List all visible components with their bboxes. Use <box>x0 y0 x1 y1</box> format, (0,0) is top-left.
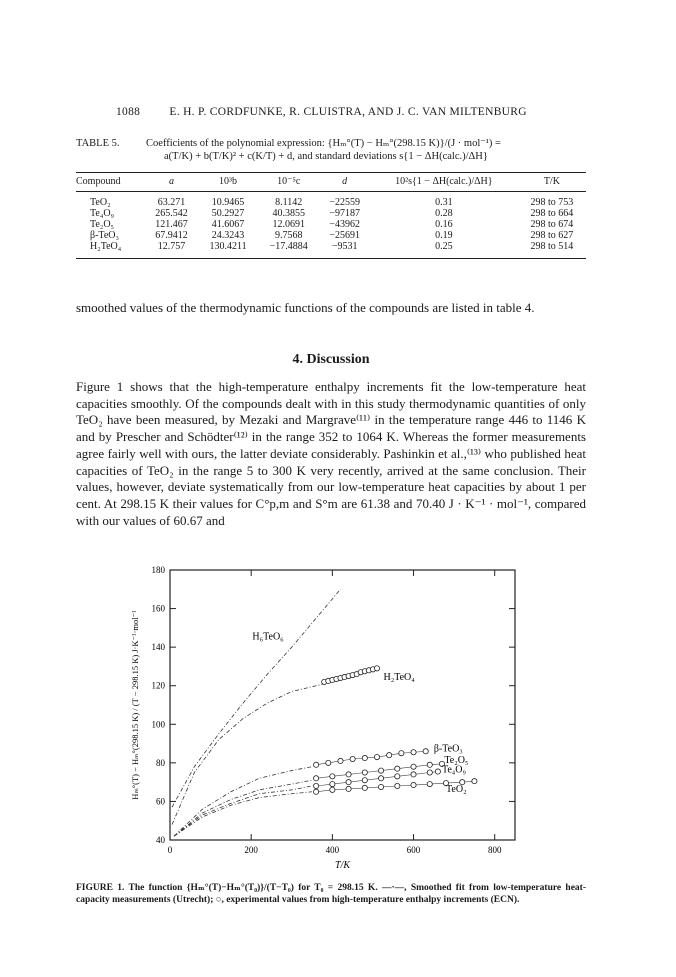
cell: 0.28 <box>435 208 453 219</box>
x-tick-label: 600 <box>406 845 421 855</box>
col-b: 10³b <box>198 173 258 192</box>
y-tick-label: 80 <box>156 757 165 768</box>
y-tick-label: 180 <box>151 565 165 575</box>
data-point <box>346 786 351 791</box>
cell: TeO₂ <box>90 197 111 208</box>
x-tick-label: 400 <box>325 845 340 855</box>
data-point <box>362 755 367 760</box>
data-point <box>374 754 379 759</box>
cell: 298 to 514 <box>518 241 586 259</box>
series-fit-line <box>174 767 312 836</box>
data-point <box>378 784 383 789</box>
paragraph-table-reference: smoothed values of the thermodynamic functions of the compounds are listed in table 4. <box>76 300 535 315</box>
data-point <box>374 666 379 671</box>
data-point <box>427 762 432 767</box>
data-point <box>423 749 428 754</box>
table-row <box>76 192 586 209</box>
data-point <box>346 780 351 785</box>
data-point <box>338 758 343 763</box>
cell: 8.1142 <box>275 197 303 208</box>
data-point <box>362 778 367 783</box>
data-point <box>378 768 383 773</box>
data-point <box>330 781 335 786</box>
cell: 298 to 627 <box>530 230 574 241</box>
col-s: 10²s{1 − ΔH(calc.)/ΔH} <box>370 173 518 192</box>
col-compound: Compound <box>76 173 145 192</box>
series-fit-line <box>172 589 340 807</box>
x-axis-label: T/K <box>334 860 351 871</box>
col-c: 10⁻⁵c <box>258 173 319 192</box>
series-fit-line <box>174 780 312 836</box>
y-tick-label: 60 <box>156 796 165 807</box>
y-tick-label: 100 <box>151 719 165 730</box>
y-axis-label: Hₘ°(T) − Hₘ°(298.15 K) / (T − 298.15 K) J·K⁻¹·mol⁻¹ <box>130 610 140 800</box>
data-point <box>362 770 367 775</box>
cell: −17.4884 <box>258 241 319 259</box>
coefficients-table <box>76 172 586 259</box>
y-tick-label: 40 <box>156 835 165 845</box>
section-heading: 4. Discussion <box>292 352 370 367</box>
col-t: T/K <box>518 173 586 192</box>
x-tick-label: 200 <box>244 845 258 855</box>
y-tick-label: 120 <box>151 680 165 691</box>
data-point <box>350 756 355 761</box>
data-point <box>330 787 335 792</box>
cell: 265.542 <box>155 208 188 219</box>
data-point <box>395 783 400 788</box>
cell: H₂TeO₄ <box>76 241 145 259</box>
figure-1-chart <box>110 555 540 877</box>
figure-caption: FIGURE 1. The function {Hₘ°(T)−Hₘ°(T₀)}/(T−T₀) for T₀ = 298.15 K. —·—, Smoothed fit from low-temperature heat-capacity measurements (Utrecht); ○, experimental values from high-temperature enthalpy increments (ECN). <box>76 883 586 905</box>
table-row <box>76 241 586 259</box>
cell: 298 to 674 <box>530 219 574 230</box>
col-d: d <box>319 173 369 192</box>
data-point <box>395 774 400 779</box>
data-point <box>314 783 319 788</box>
table-label: TABLE 5. <box>76 138 120 149</box>
cell: 50.2927 <box>211 208 245 219</box>
series-label: Te₂O₅ <box>444 754 469 766</box>
data-point <box>330 774 335 779</box>
series-fit-line <box>172 680 340 825</box>
data-point <box>326 760 331 765</box>
x-tick-label: 0 <box>167 845 173 855</box>
table-row <box>76 230 586 241</box>
cell: 12.757 <box>145 241 198 259</box>
data-point <box>411 750 416 755</box>
series-label: Te₄O₉ <box>441 764 466 776</box>
col-a: a <box>145 173 198 192</box>
cell: 298 to 664 <box>530 208 574 219</box>
data-point <box>395 766 400 771</box>
cell: 0.19 <box>435 230 453 241</box>
cell: 130.4211 <box>198 241 258 259</box>
cell: −97187 <box>329 208 360 219</box>
data-point <box>387 753 392 758</box>
y-tick-label: 140 <box>151 642 165 653</box>
cell: Te₄O₉ <box>90 208 115 219</box>
data-point <box>411 772 416 777</box>
series-label: β-TeO₃ <box>433 743 463 755</box>
data-point <box>314 776 319 781</box>
table-caption-line-2: a(T/K) + b(T/K)² + c(K/T) + d, and standard deviations s{1 − ΔH(calc.)/ΔH} <box>164 151 488 162</box>
cell: 9.7568 <box>274 230 303 241</box>
x-tick-label: 800 <box>487 845 502 855</box>
page-number: 1088 <box>116 106 141 118</box>
cell: 298 to 753 <box>530 197 574 208</box>
cell: 24.3243 <box>211 230 245 241</box>
running-header <box>116 106 586 118</box>
cell: 10.9465 <box>211 197 245 208</box>
author-line: E. H. P. CORDFUNKE, R. CLUISTRA, AND J. C. VAN MILTENBURG <box>169 106 527 118</box>
series-label: H₆TeO₆ <box>252 631 284 643</box>
cell: 0.31 <box>435 197 453 208</box>
data-point <box>472 779 477 784</box>
cell: Te₂O₅ <box>90 219 115 230</box>
table-header-row <box>76 173 586 192</box>
data-point <box>314 789 319 794</box>
table-caption-line-1: Coefficients of the polynomial expression: {Hₘ°(T) − Hₘ°(298.15 K)}/(J · mol⁻¹) = <box>146 138 501 149</box>
table-caption <box>76 137 586 163</box>
cell: 67.9412 <box>155 230 188 241</box>
series-label: TeO₂ <box>446 783 467 795</box>
cell: 0.25 <box>370 241 518 259</box>
cell: 12.0691 <box>272 219 305 230</box>
data-point <box>399 751 404 756</box>
cell: −9531 <box>319 241 369 259</box>
data-point <box>362 785 367 790</box>
data-point <box>411 782 416 787</box>
table-row <box>76 219 586 230</box>
cell: 121.467 <box>155 219 188 230</box>
data-point <box>314 762 319 767</box>
data-point <box>346 772 351 777</box>
cell: −43962 <box>329 219 360 230</box>
paragraph-discussion: Figure 1 shows that the high-temperature enthalpy increments fit the low-temperature heat capacities smoothly. Of the compounds dealt with in this study thermodynamic quantities of only TeO₂ have been measured, by Mezaki and Margrave⁽¹¹⁾ in the temperature range 446 to 1146 K and by Prescher and Schödter⁽¹²⁾ in the range 352 to 1064 K. Whereas the former measurements agree fairly well with ours, the latter deviate considerably. Pashinkin et al.,⁽¹³⁾ who published heat capacities of TeO₂ in the range 5 to 300 K very recently, arrived at the same conclusion. Their values, however, deviate systematically from our low-temperature heat capacities by about 1 per cent. At 298.15 K their values for C°p,m and S°m are 61.38 and 70.40 J · K⁻¹ · mol⁻¹, compared with our values of 60.67 and <box>76 379 586 528</box>
cell: 40.3855 <box>272 208 305 219</box>
data-point <box>427 770 432 775</box>
cell: −25691 <box>329 230 360 241</box>
y-tick-label: 160 <box>151 603 165 614</box>
plot-frame <box>170 570 515 840</box>
series-fit-line <box>174 792 312 836</box>
cell: 41.6067 <box>211 219 245 230</box>
data-point <box>411 764 416 769</box>
cell: β-TeO₃ <box>90 230 119 241</box>
series-data-line <box>316 751 426 765</box>
data-point <box>435 769 440 774</box>
cell: 0.16 <box>435 219 453 230</box>
series-label: H₂TeO₄ <box>383 671 415 683</box>
cell: −22559 <box>329 197 360 208</box>
data-point <box>427 781 432 786</box>
table-row <box>76 208 586 219</box>
data-point <box>378 776 383 781</box>
cell: 63.271 <box>157 197 186 208</box>
